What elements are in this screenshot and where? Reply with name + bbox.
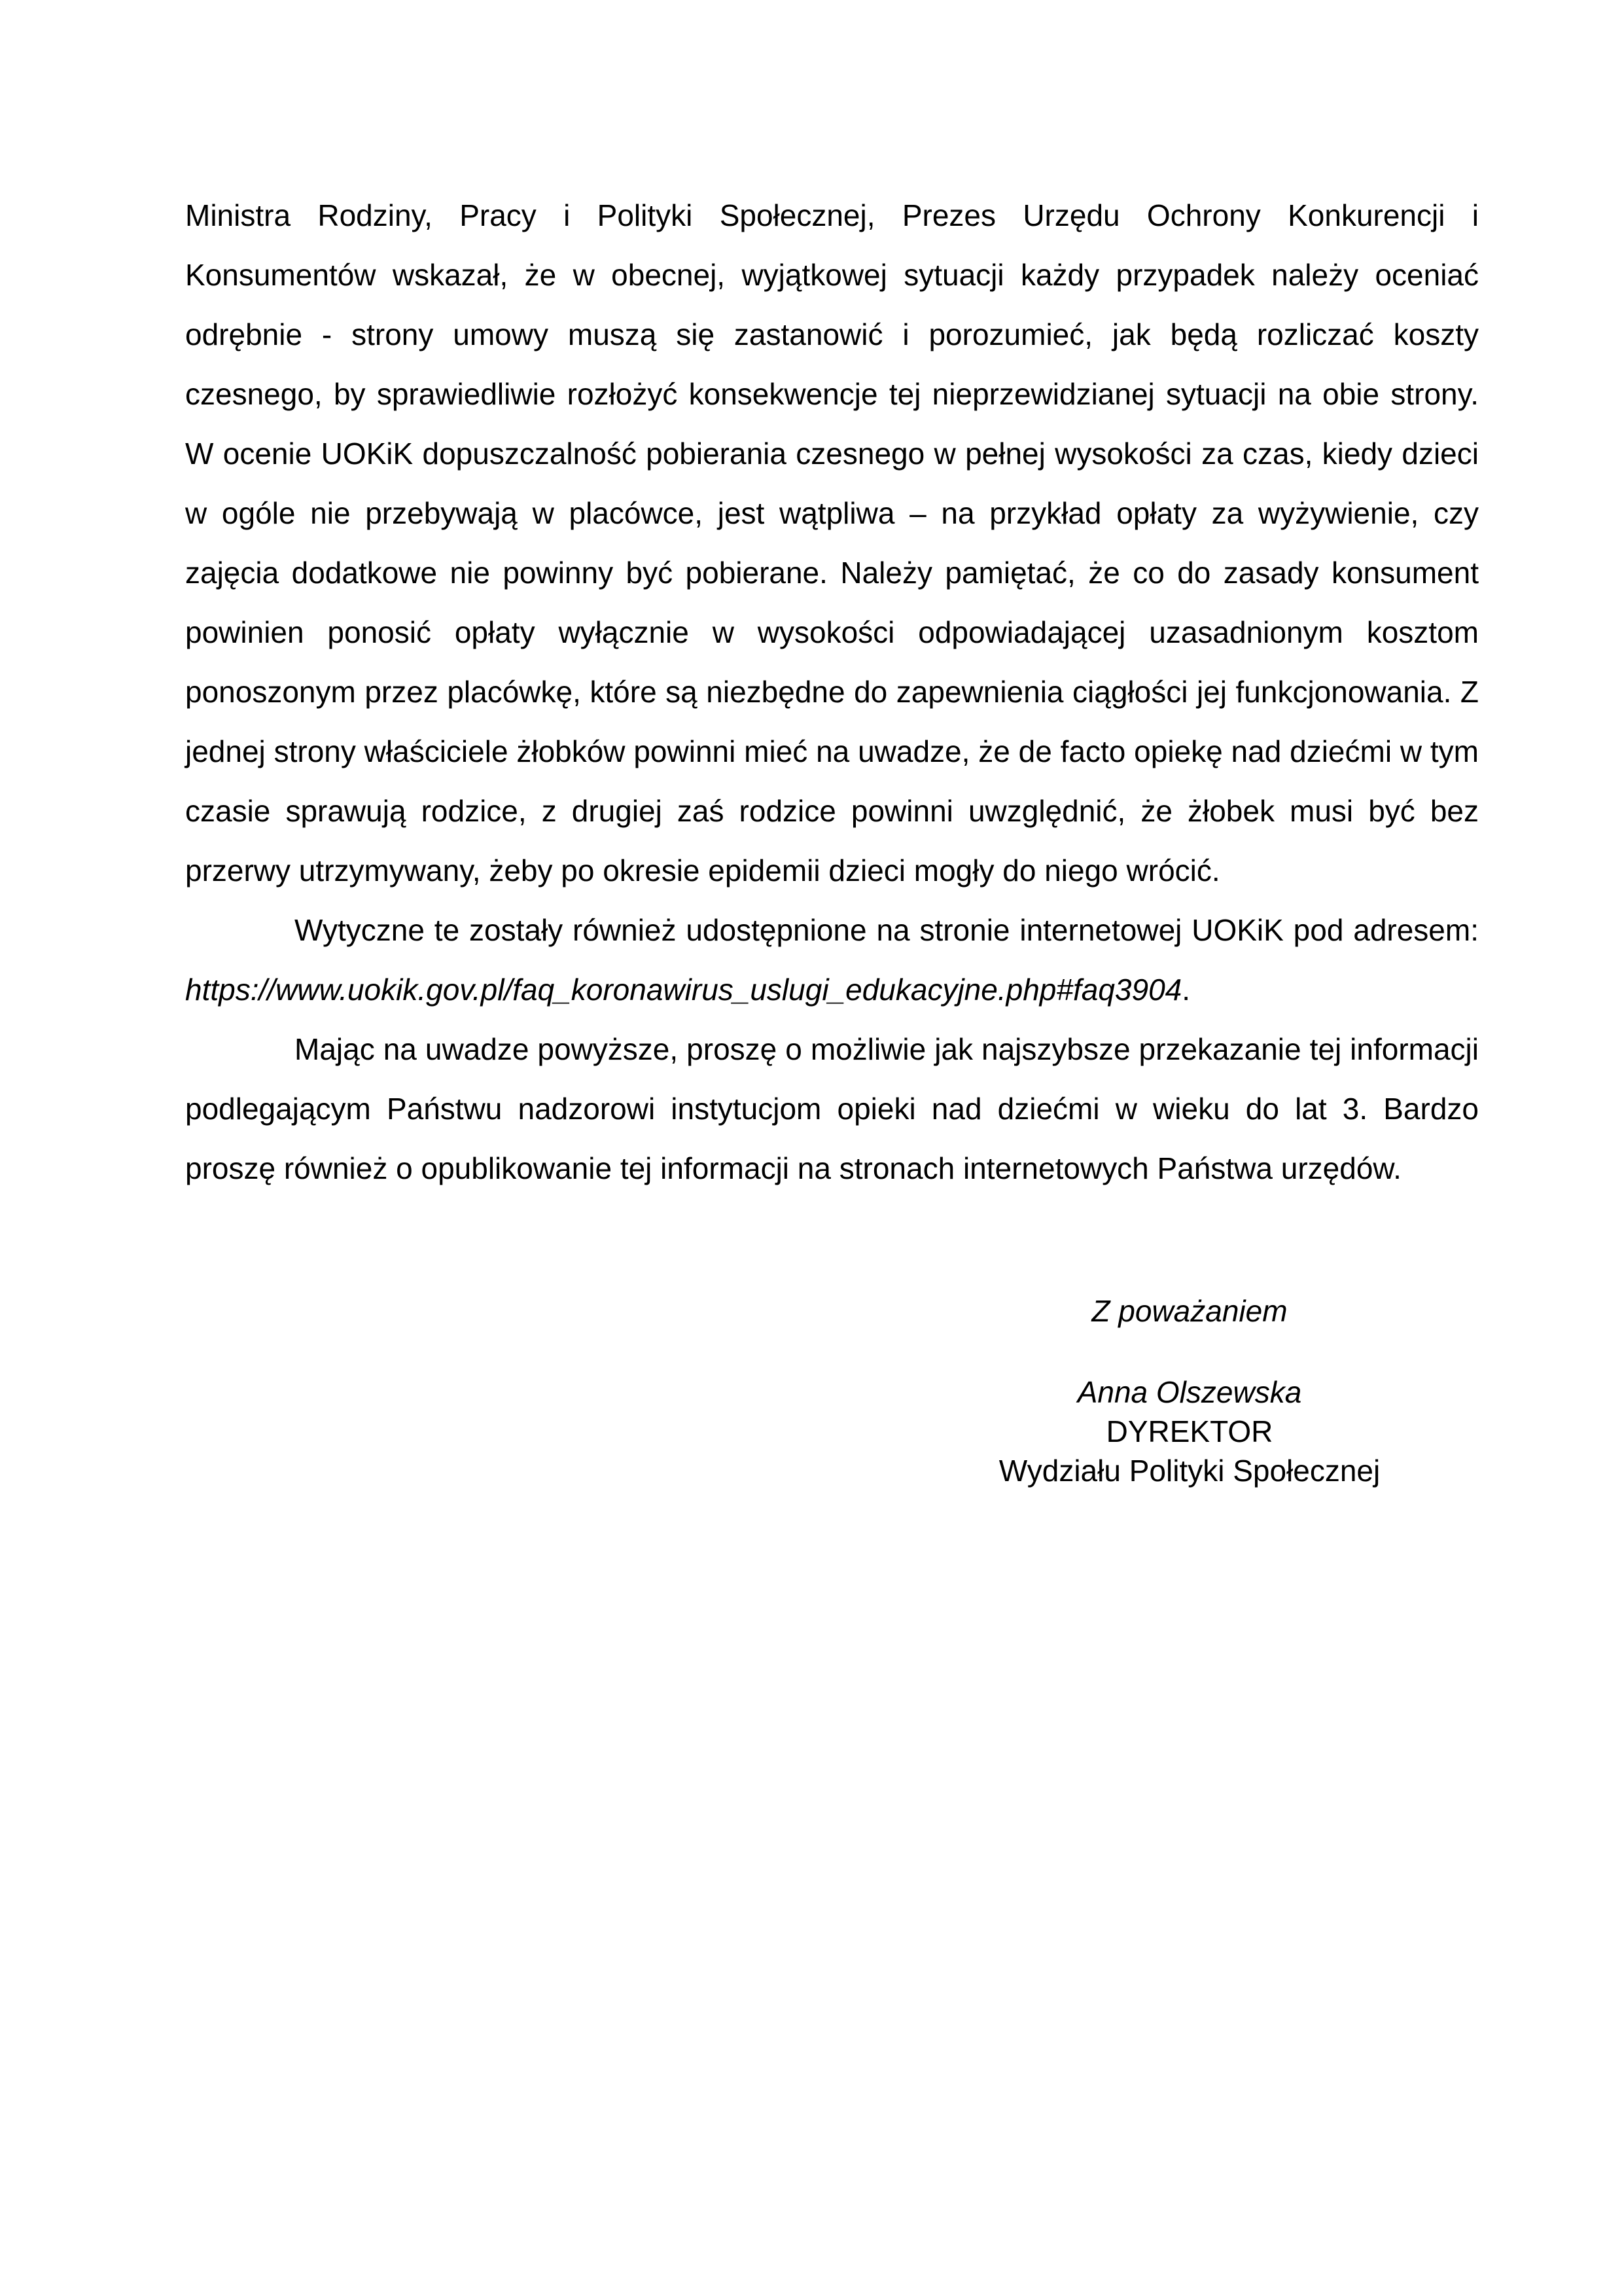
paragraph-website-text: Wytyczne te zostały również udostępnione na stronie internetowej UOKiK pod adresem: xyxy=(294,913,1479,947)
paragraph-request: Mając na uwadze powyższe, proszę o możliwie jak najszybsze przekazanie tej informacji podlegającym Państwu nadzorowi instytucjom opieki nad dziećmi w wieku do lat 3. Bardzo proszę również o opublikowanie tej informacji na stronach internetowych Państwa urzędów. xyxy=(185,1032,1479,1185)
signatory-title: DYREKTOR xyxy=(1106,1414,1273,1448)
uokik-url-text[interactable]: https://www.uokik.gov.pl/faq_koronawirus_uslugi_edukacyjne.php#faq3904 xyxy=(185,973,1182,1007)
paragraph-website-period: . xyxy=(1182,973,1191,1007)
signatory-name: Anna Olszewska xyxy=(1077,1375,1302,1409)
signatory-department: Wydziału Polityki Społecznej xyxy=(998,1454,1381,1488)
closing-phrase: Z poważaniem xyxy=(1091,1294,1288,1328)
paragraph-website xyxy=(185,901,1479,1020)
signature-block xyxy=(885,1291,1494,1490)
paragraph-main: Ministra Rodziny, Pracy i Polityki Społecznej, Prezes Urzędu Ochrony Konkurencji i Konsumentów wskazał, że w obecnej, wyjątkowej sytuacji każdy przypadek należy oceniać odrębnie - strony umowy muszą się zastanowić i porozumieć, jak będą rozliczać koszty czesnego, by sprawiedliwie rozłożyć konsekwencje tej nieprzewidzianej sytuacji na obie strony. W ocenie UOKiK dopuszczalność pobierania czesnego w pełnej wysokości za czas, kiedy dzieci w ogóle nie przebywają w placówce, jest wątpliwa – na przykład opłaty za wyżywienie, czy zajęcia dodatkowe nie powinny być pobierane. Należy pamiętać, że co do zasady konsument powinien ponosić opłaty wyłącznie w wysokości odpowiadającej uzasadnionym kosztom ponoszonym przez placówkę, które są niezbędne do zapewnienia ciągłości jej funkcjonowania. Z jednej strony właściciele żłobków powinni mieć na uwadze, że de facto opiekę nad dziećmi w tym czasie sprawują rodzice, z drugiej zaś rodzice powinni uwzględnić, że żłobek musi być bez przerwy utrzymywany, żeby po okresie epidemii dzieci mogły do niego wrócić. xyxy=(185,198,1479,888)
letter-body xyxy=(185,186,1479,1198)
